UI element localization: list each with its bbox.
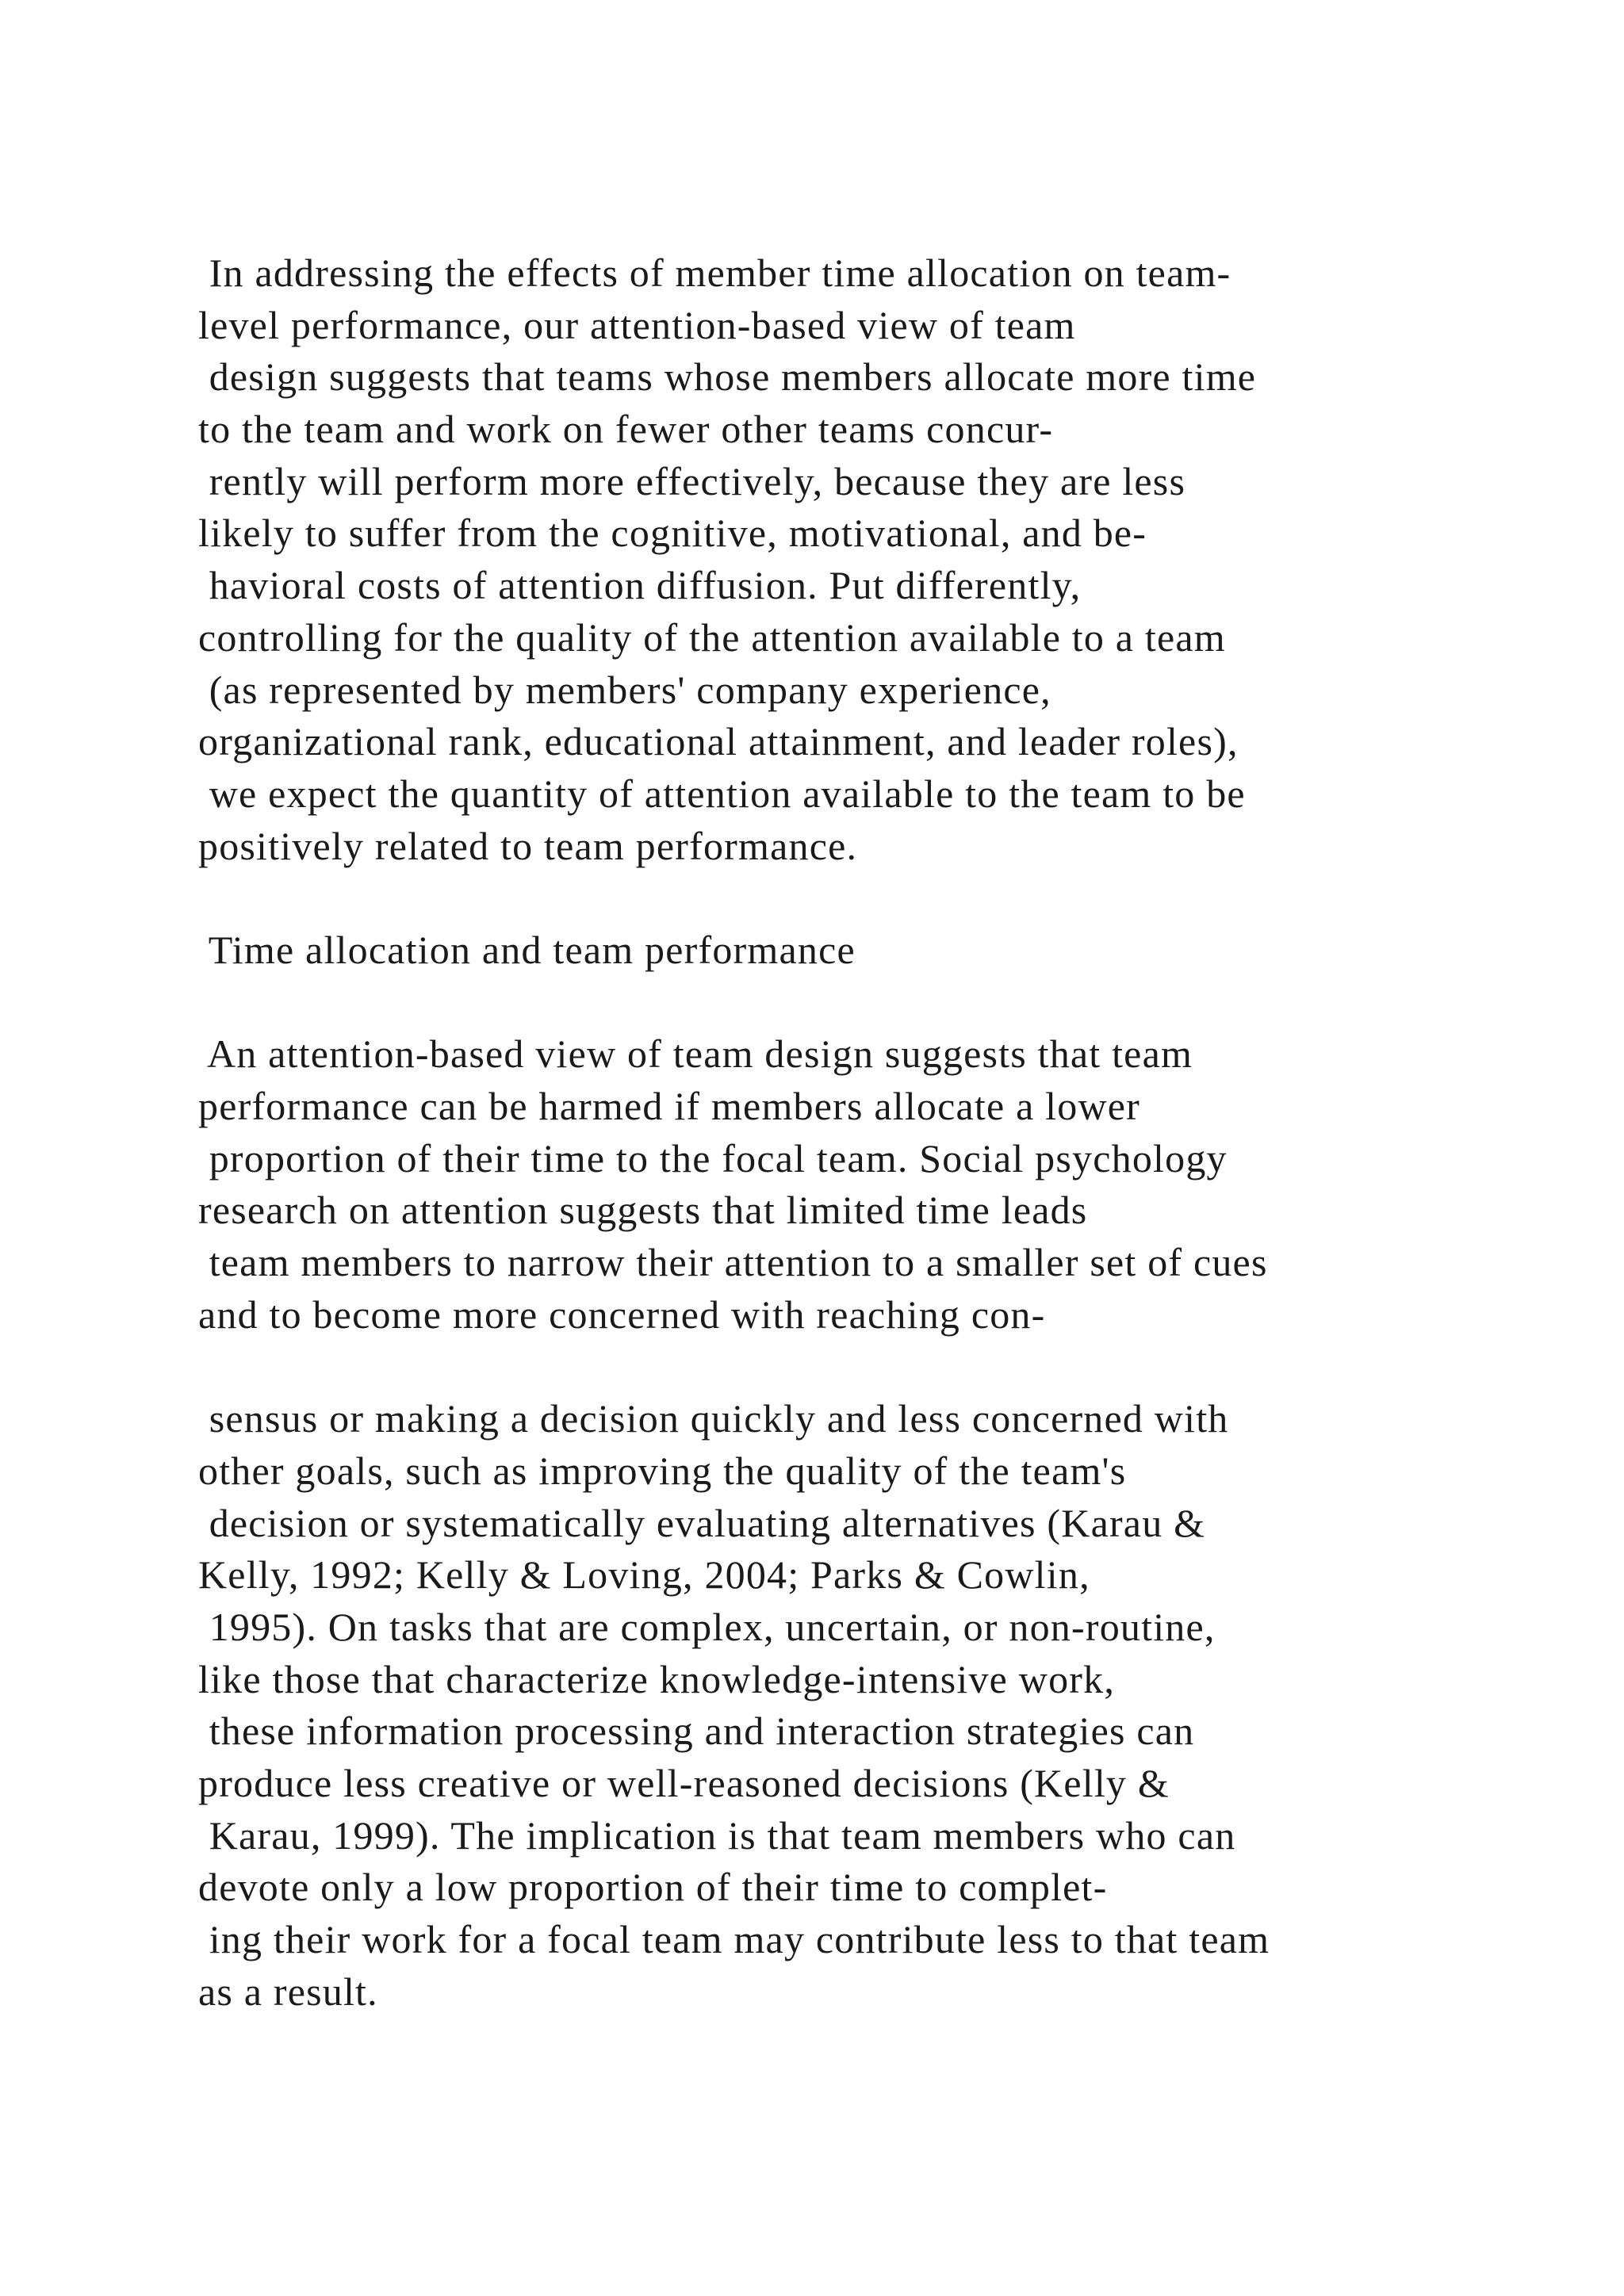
- text-line: havioral costs of attention diffusion. Put differently,: [198, 563, 1082, 608]
- text-line: research on attention suggests that limited time leads: [198, 1188, 1088, 1233]
- text-line: produce less creative or well-reasoned decisions (Kelly &: [198, 1760, 1170, 1805]
- paragraph-3: [198, 1393, 1610, 2018]
- text-line: proportion of their time to the focal team. Social psychology: [198, 1135, 1228, 1181]
- text-line: performance can be harmed if members allocate a lower: [198, 1084, 1141, 1128]
- text-line: decision or systematically evaluating alternatives (Karau &: [198, 1500, 1206, 1545]
- text-line: controlling for the quality of the attention available to a team: [198, 614, 1226, 660]
- text-line: to the team and work on fewer other teams concur-: [198, 407, 1054, 452]
- text-line: 1995). On tasks that are complex, uncertain, or non-routine,: [198, 1604, 1216, 1649]
- text-line: Karau, 1999). The implication is that team members who can: [198, 1812, 1236, 1858]
- text-line: (as represented by members' company experience,: [198, 667, 1051, 712]
- text-line: these information processing and interaction strategies can: [198, 1709, 1195, 1754]
- paragraph-2: [198, 1028, 1610, 1341]
- text-line: as a result.: [198, 1969, 378, 2014]
- text-line: team members to narrow their attention to a smaller set of cues: [198, 1240, 1268, 1285]
- text-line: rently will perform more effectively, because they are less: [198, 458, 1186, 503]
- text-line: An attention-based view of team design suggests that team: [198, 1031, 1193, 1077]
- text-line: we expect the quantity of attention available to the team to be: [198, 771, 1246, 816]
- document-body: [198, 247, 1610, 2018]
- paragraph-1: [198, 247, 1610, 872]
- text-line: likely to suffer from the cognitive, motivational, and be-: [198, 511, 1147, 556]
- text-line: ing their work for a focal team may contribute less to that team: [198, 1917, 1270, 1961]
- text-line: devote only a low proportion of their time to complet-: [198, 1865, 1108, 1910]
- text-line: Kelly, 1992; Kelly & Loving, 2004; Parks & Cowlin,: [198, 1552, 1090, 1598]
- text-line: In addressing the effects of member time allocation on team-: [198, 251, 1231, 295]
- text-line: and to become more concerned with reaching con-: [198, 1292, 1046, 1337]
- text-line: like those that characterize knowledge-intensive work,: [198, 1656, 1116, 1701]
- blank-line: [198, 977, 1610, 1029]
- text-line: positively related to team performance.: [198, 823, 858, 868]
- text-line: other goals, such as improving the quality of the team's: [198, 1448, 1127, 1493]
- blank-line: [198, 1341, 1610, 1393]
- text-line: sensus or making a decision quickly and less concerned with: [198, 1396, 1229, 1441]
- text-line: organizational rank, educational attainment, and leader roles),: [198, 719, 1239, 764]
- section-heading: Time allocation and team performance: [198, 927, 856, 972]
- text-line: level performance, our attention-based view of team: [198, 302, 1076, 347]
- text-line: design suggests that teams whose members allocate more time: [198, 354, 1257, 400]
- blank-line: [198, 872, 1610, 924]
